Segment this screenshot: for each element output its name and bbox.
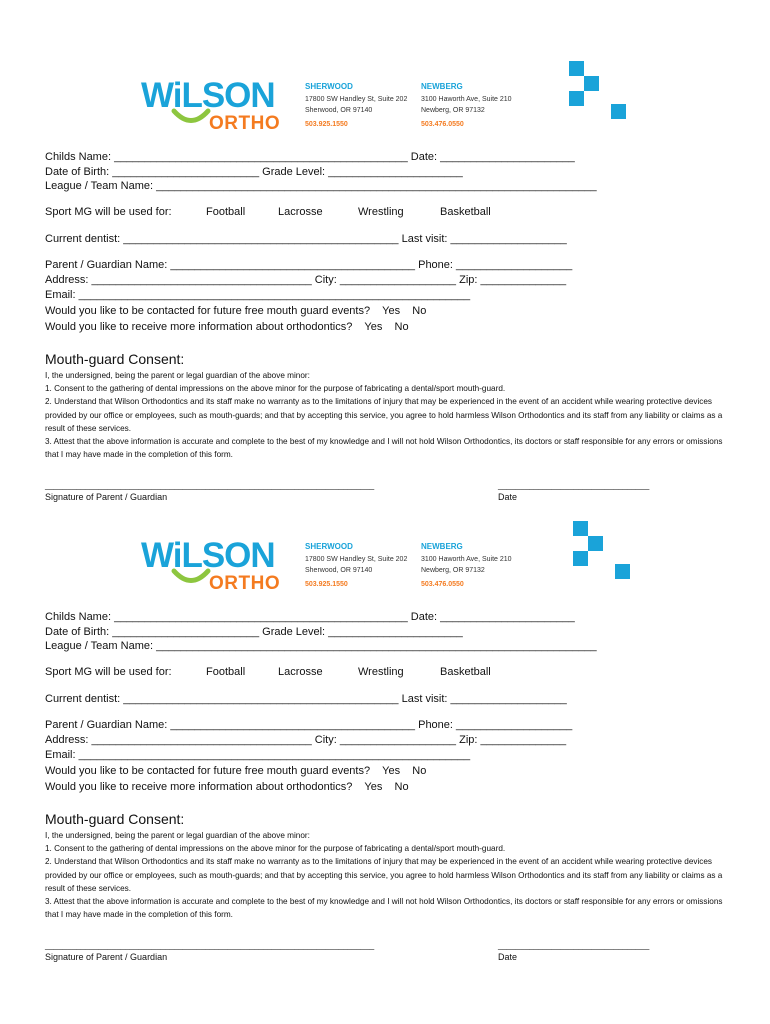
email-line[interactable]: Email: ________________________________________________________________ <box>45 749 471 761</box>
dob-grade-line[interactable]: Date of Birth: ________________________ Grade Level: ______________________ <box>45 166 463 178</box>
ortho-info-question[interactable]: Would you like to receive more information about orthodontics? Yes No <box>45 781 409 793</box>
childs-name-line[interactable]: Childs Name: ________________________________________________ Date: ______________________ <box>45 151 575 163</box>
sport-option-wrestling[interactable]: Wrestling <box>358 666 404 678</box>
events-question[interactable]: Would you like to be contacted for future free mouth guard events? Yes No <box>45 305 427 317</box>
smile-icon <box>171 108 211 124</box>
logo-wilson-text: WiLSON <box>141 536 275 575</box>
ortho-info-question[interactable]: Would you like to receive more information about orthodontics? Yes No <box>45 321 409 333</box>
date-label: Date <box>498 952 518 962</box>
sport-option-lacrosse[interactable]: Lacrosse <box>278 206 323 218</box>
logo-ortho-text: ORTHO <box>209 573 281 594</box>
sport-option-football[interactable]: Football <box>206 206 246 218</box>
consent-body <box>45 369 725 461</box>
signature-line[interactable]: __________________________________________________________________________ <box>45 941 375 950</box>
sport-option-lacrosse[interactable]: Lacrosse <box>278 666 323 678</box>
logo-wilson-text: WiLSON <box>141 76 275 115</box>
consent-item-2: 2. Understand that Wilson Orthodontics and its staff make no warranty as to the limitations of injury that may be experienced in the event of an accident while wearing protective devices provided by our office or employees, such as mouth-guards; and that by accepting this service, you agree to hold harmless Wilson Orthodontics and its staff from any liability or claims as a result of these services. <box>45 397 723 433</box>
address-line[interactable]: Address: ____________________________________ City: ___________________ Zip: ______________ <box>45 274 567 286</box>
consent-title: Mouth-guard Consent: <box>45 351 185 367</box>
dentist-line[interactable]: Current dentist: _____________________________________________ Last visit: ___________________ <box>45 693 567 705</box>
decor-square <box>615 564 630 579</box>
league-team-line[interactable]: League / Team Name: ________________________________________________________________________ <box>45 640 597 652</box>
league-team-line[interactable]: League / Team Name: ________________________________________________________________________ <box>45 180 597 192</box>
decor-square <box>569 91 584 106</box>
dentist-line[interactable]: Current dentist: _____________________________________________ Last visit: ___________________ <box>45 233 567 245</box>
address-line[interactable]: Address: ____________________________________ City: ___________________ Zip: ______________ <box>45 734 567 746</box>
decor-square <box>573 521 588 536</box>
wilson-ortho-logo <box>141 538 281 598</box>
date-signature-line[interactable]: __________________________________ <box>498 481 650 490</box>
childs-name-line[interactable]: Childs Name: ________________________________________________ Date: ______________________ <box>45 611 575 623</box>
consent-body <box>45 829 725 921</box>
wilson-ortho-logo <box>141 78 281 138</box>
date-signature-line[interactable]: __________________________________ <box>498 941 650 950</box>
sport-option-wrestling[interactable]: Wrestling <box>358 206 404 218</box>
decor-square <box>588 536 603 551</box>
form-copy-1 <box>0 45 770 525</box>
email-line[interactable]: Email: ________________________________________________________________ <box>45 289 471 301</box>
smile-icon <box>171 568 211 584</box>
decor-square <box>569 61 584 76</box>
consent-title: Mouth-guard Consent: <box>45 811 185 827</box>
consent-item-3: 3. Attest that the above information is accurate and complete to the best of my knowledge and I will not hold Wilson Orthodontics, its doctors or staff responsible for any errors or omissions that I may have made in the completion of this form. <box>45 897 723 920</box>
consent-item-1: 1. Consent to the gathering of dental impressions on the above minor for the purpose of fabricating a dental/sport mouth-guard. <box>45 844 506 854</box>
sport-option-basketball[interactable]: Basketball <box>440 666 491 678</box>
sport-label: Sport MG will be used for: <box>45 206 172 218</box>
logo-ortho-text: ORTHO <box>209 113 281 134</box>
consent-item-2: 2. Understand that Wilson Orthodontics and its staff make no warranty as to the limitations of injury that may be experienced in the event of an accident while wearing protective devices provided by our office or employees, such as mouth-guards; and that by accepting this service, you agree to hold harmless Wilson Orthodontics and its staff from any liability or claims as a result of these services. <box>45 857 723 893</box>
decor-square <box>584 76 599 91</box>
dob-grade-line[interactable]: Date of Birth: ________________________ Grade Level: ______________________ <box>45 626 463 638</box>
consent-intro: I, the undersigned, being the parent or legal guardian of the above minor: <box>45 371 310 380</box>
sport-option-basketball[interactable]: Basketball <box>440 206 491 218</box>
consent-item-3: 3. Attest that the above information is accurate and complete to the best of my knowledge and I will not hold Wilson Orthodontics, its doctors or staff responsible for any errors or omissions that I may have made in the completion of this form. <box>45 437 723 460</box>
sport-option-football[interactable]: Football <box>206 666 246 678</box>
decor-square <box>573 551 588 566</box>
parent-phone-line[interactable]: Parent / Guardian Name: ________________________________________ Phone: ___________________ <box>45 719 573 731</box>
decor-square <box>611 104 626 119</box>
signature-label: Signature of Parent / Guardian <box>45 492 168 502</box>
consent-item-1: 1. Consent to the gathering of dental impressions on the above minor for the purpose of fabricating a dental/sport mouth-guard. <box>45 384 506 394</box>
form-copy-2 <box>0 505 770 985</box>
events-question[interactable]: Would you like to be contacted for future free mouth guard events? Yes No <box>45 765 427 777</box>
location-sherwood: SHERWOOD 17800 SW Handley St, Suite 202 Sherwood, OR 97140 503.925.1550 <box>305 542 408 588</box>
parent-phone-line[interactable]: Parent / Guardian Name: ________________________________________ Phone: ___________________ <box>45 259 573 271</box>
date-label: Date <box>498 492 518 502</box>
location-newberg: NEWBERG 3100 Haworth Ave, Suite 210 Newberg, OR 97132 503.476.0550 <box>421 542 512 588</box>
location-newberg: NEWBERG 3100 Haworth Ave, Suite 210 Newberg, OR 97132 503.476.0550 <box>421 82 512 128</box>
sport-label: Sport MG will be used for: <box>45 666 172 678</box>
signature-line[interactable]: __________________________________________________________________________ <box>45 481 375 490</box>
signature-label: Signature of Parent / Guardian <box>45 952 168 962</box>
consent-intro: I, the undersigned, being the parent or legal guardian of the above minor: <box>45 831 310 840</box>
location-sherwood: SHERWOOD 17800 SW Handley St, Suite 202 Sherwood, OR 97140 503.925.1550 <box>305 82 408 128</box>
